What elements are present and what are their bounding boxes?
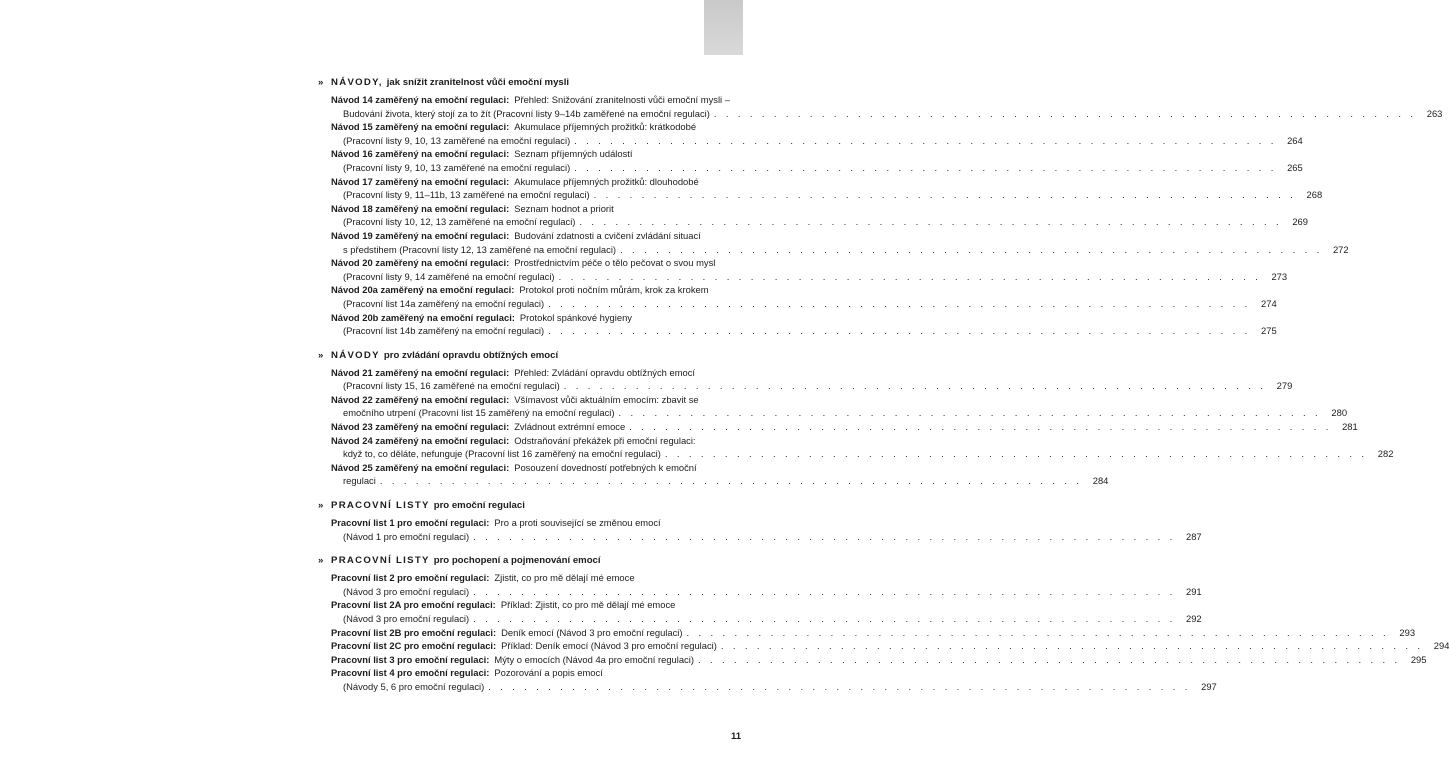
toc-entry-label: Pracovní list 4 pro emoční regulaci: [331, 667, 490, 679]
toc-entry[interactable] [318, 653, 1427, 667]
dot-leader: . . . . . . . . . . . . . . . . . . . . . . . . . . . . . . . . . . . . . . . . . . . . . . . . . . . . . . . . . . . [473, 585, 1176, 597]
toc-entry-label: Návod 21 zaměřený na emoční regulaci: [331, 366, 510, 378]
toc-entry-line [331, 202, 744, 216]
toc-entry-line [331, 680, 1217, 694]
toc-entry-text: (Pracovní listy 10, 12, 13 zaměřené na emoční regulaci) [343, 216, 576, 228]
toc-entry[interactable] [318, 666, 1217, 693]
toc-entry[interactable] [318, 202, 1308, 229]
toc-entry-text: Všímavost vůči aktuálním emocím: zbavit se [514, 393, 699, 405]
dot-leader: . . . . . . . . . . . . . . . . . . . . . . . . . . . . . . . . . . . . . . . . . . . . . . . . . . . . . . . . . . . [563, 380, 1267, 392]
toc-entry-text: (Pracovní list 14a zaměřený na emoční regulaci) [343, 297, 545, 309]
toc-page-number: 293 [1399, 626, 1416, 638]
toc-entry-line [331, 639, 1449, 653]
section-heading-text: pro zvládání opravdu obtížných emocí [383, 349, 559, 361]
toc-entry-label: Návod 24 zaměřený na emoční regulaci: [331, 434, 510, 446]
toc-page-number: 269 [1292, 216, 1308, 228]
toc-section [318, 554, 1449, 693]
toc-entry-line [331, 598, 744, 612]
toc-entry-line [331, 134, 1303, 148]
toc-entry-line [331, 571, 744, 585]
toc-entry-line [331, 420, 1358, 434]
toc-section [318, 76, 1443, 338]
toc-page-number: 294 [1433, 640, 1449, 652]
dot-leader: . . . . . . . . . . . . . . . . . . . . . . . . . . . . . . . . . . . . . . . . . . . . . . . . . . . . . . . . . . . [379, 475, 1083, 487]
toc-entry-label: Návod 20b zaměřený na emoční regulaci: [331, 311, 515, 323]
toc-entry-label: Návod 23 zaměřený na emoční regulaci: [331, 421, 510, 433]
toc-entry-line [331, 256, 744, 270]
toc-entry[interactable] [318, 120, 1303, 147]
toc-entry-text: Odstraňování překážek při emoční regulaci: [514, 434, 696, 446]
toc-entry-text: Akumulace příjemných prožitků: krátkodobé [514, 121, 697, 133]
toc-entry-text: Příklad: Zjistit, co pro mě dělají mé emoce [500, 599, 676, 611]
dot-leader: . . . . . . . . . . . . . . . . . . . . . . . . . . . . . . . . . . . . . . . . . . . . . . . . . . . . . . . . . . . [473, 530, 1176, 542]
toc-section [318, 349, 1394, 488]
toc-entry-text: (Návody 5, 6 pro emoční regulaci) [343, 680, 485, 692]
toc-entry-line [331, 393, 744, 407]
toc-entry-line [331, 626, 1416, 640]
section-heading-caps: NÁVODY, [331, 77, 383, 88]
toc-entry-text: Přehled: Snižování zranitelnosti vůči emoční mysli – [514, 94, 730, 105]
section-heading [318, 499, 744, 513]
toc-entry-line [331, 283, 744, 297]
toc-section [318, 499, 1202, 543]
toc-entry-label: Pracovní list 2 pro emoční regulaci: [331, 572, 490, 584]
toc-entry-line [331, 366, 744, 380]
dot-leader: . . . . . . . . . . . . . . . . . . . . . . . . . . . . . . . . . . . . . . . . . . . . . . . . . . . . . . . . . . . [620, 243, 1323, 255]
dot-leader: . . . . . . . . . . . . . . . . . . . . . . . . . . . . . . . . . . . . . . . . . . . . . . . . . . . . . . . . . . . [629, 421, 1332, 433]
toc-page-number: 292 [1186, 613, 1202, 624]
toc-page-number: 264 [1287, 134, 1303, 146]
toc-entry-line [331, 434, 744, 448]
toc-entry-text: emočního utrpení (Pracovní list 15 zaměřený na emoční regulaci) [343, 407, 615, 419]
toc-entry-line [331, 188, 1323, 202]
toc-entry-line [331, 585, 1202, 599]
table-of-contents [318, 76, 1449, 705]
toc-entry-text: Příklad: Deník emocí (Návod 3 pro emoční regulaci) [501, 640, 717, 652]
dot-leader: . . . . . . . . . . . . . . . . . . . . . . . . . . . . . . . . . . . . . . . . . . . . . . . . . . . . . . . . . . . [720, 640, 1424, 652]
section-marker-icon: » [318, 500, 324, 512]
toc-entry-text: Seznam příjemných událostí [514, 148, 633, 160]
toc-entry-text: (Pracovní list 14b zaměřený na emoční regulaci) [343, 325, 545, 337]
toc-entry-label: Pracovní list 2B pro emoční regulaci: [331, 626, 497, 638]
dot-leader: . . . . . . . . . . . . . . . . . . . . . . . . . . . . . . . . . . . . . . . . . . . . . . . . . . . . . . . . . . . [574, 134, 1277, 146]
toc-entry-label: Návod 16 zaměřený na emoční regulaci: [331, 148, 510, 160]
toc-entry-text: (Pracovní listy 15, 16 zaměřené na emoční regulaci) [343, 380, 560, 392]
section-heading-caps: PRACOVNÍ LISTY [331, 500, 430, 512]
toc-page-number: 287 [1186, 530, 1202, 542]
page-edge-tab [704, 0, 743, 55]
toc-entry-text: Seznam hodnot a priorit [514, 202, 614, 214]
toc-entry[interactable] [318, 420, 1358, 434]
toc-entry-line [331, 93, 744, 107]
toc-page-number: 291 [1186, 585, 1202, 597]
toc-entry[interactable] [318, 434, 1394, 461]
section-heading-caps: NÁVODY [331, 349, 380, 361]
section-heading-text: jak snížit zranitelnost vůči emoční mysli [386, 77, 570, 88]
toc-entry-line [331, 120, 744, 134]
toc-page-number: 284 [1092, 475, 1109, 487]
toc-entry-text: Posouzení dovedností potřebných k emoční [514, 461, 697, 473]
toc-entry-text: Prostřednictvím péče o tělo pečovat o svou mysl [514, 257, 716, 269]
page-number: 11 [731, 731, 742, 742]
toc-entry-label: Návod 20a zaměřený na emoční regulaci: [331, 284, 515, 296]
toc-entry-line [331, 461, 744, 475]
toc-entry-text: (Návod 3 pro emoční regulaci) [343, 613, 470, 624]
toc-entry[interactable] [318, 256, 1288, 283]
section-heading [318, 76, 744, 90]
toc-entry-line [331, 612, 1202, 626]
toc-entry-text: (Pracovní listy 9, 10, 13 zaměřené na emoční regulaci) [343, 134, 571, 146]
toc-page-number: 275 [1261, 325, 1277, 337]
toc-entry[interactable] [318, 147, 1303, 174]
toc-entry-line [331, 175, 744, 189]
toc-entry-text: (Pracovní listy 9, 10, 13 zaměřené na emoční regulaci) [343, 161, 571, 173]
toc-entry-line [331, 406, 1348, 420]
dot-leader: . . . . . . . . . . . . . . . . . . . . . . . . . . . . . . . . . . . . . . . . . . . . . . . . . . . . . . . . . . . [548, 297, 1251, 309]
toc-entry-text: Zjistit, co pro mě dělají mé emoce [494, 572, 635, 584]
toc-entry-line [331, 229, 744, 243]
toc-page-number: 265 [1287, 161, 1303, 173]
dot-leader: . . . . . . . . . . . . . . . . . . . . . . . . . . . . . . . . . . . . . . . . . . . . . . . . . . . . . . . . . . . [593, 189, 1297, 201]
section-heading [318, 554, 744, 568]
toc-entry-text: (Návod 3 pro emoční regulaci) [343, 585, 470, 597]
toc-entry[interactable] [318, 229, 1349, 256]
toc-entry-line [331, 243, 1349, 257]
dot-leader: . . . . . . . . . . . . . . . . . . . . . . . . . . . . . . . . . . . . . . . . . . . . . . . . . . . . . . . . . . . [618, 407, 1322, 419]
dot-leader: . . . . . . . . . . . . . . . . . . . . . . . . . . . . . . . . . . . . . . . . . . . . . . . . . . . . . . . . . . . [686, 626, 1390, 638]
toc-entry-text: Zvládnout extrémní emoce [514, 421, 626, 433]
toc-entry-label: Návod 22 zaměřený na emoční regulaci: [331, 393, 510, 405]
toc-page-number: 281 [1342, 421, 1358, 433]
toc-entry-text: Deník emocí (Návod 3 pro emoční regulaci) [501, 626, 683, 638]
toc-entry-label: Návod 14 zaměřený na emoční regulaci: [331, 94, 510, 105]
toc-entry-label: Pracovní list 1 pro emoční regulaci: [331, 517, 490, 529]
toc-page-number: 268 [1306, 189, 1323, 201]
toc-entry-text: s předstihem (Pracovní listy 12, 13 zaměřené na emoční regulaci) [343, 243, 617, 255]
toc-entry-line [331, 474, 1109, 488]
toc-entry-line [331, 161, 1303, 175]
dot-leader: . . . . . . . . . . . . . . . . . . . . . . . . . . . . . . . . . . . . . . . . . . . . . . . . . . . . . . . . . . . [473, 613, 1176, 624]
toc-entry-text: Budování života, který stojí za to žít (Pracovní listy 9–14b zaměřené na emoční regulaci) [343, 107, 710, 119]
dot-leader: . . . . . . . . . . . . . . . . . . . . . . . . . . . . . . . . . . . . . . . . . . . . . . . . . . . . . . . . . . . [579, 216, 1282, 228]
section-heading-caps: PRACOVNÍ LISTY [331, 555, 430, 567]
toc-entry-text: Akumulace příjemných prožitků: dlouhodobé [514, 175, 699, 187]
toc-page-number: 279 [1276, 380, 1293, 392]
toc-entry-line [331, 447, 1394, 461]
section-marker-icon: » [318, 555, 324, 567]
dot-leader: . . . . . . . . . . . . . . . . . . . . . . . . . . . . . . . . . . . . . . . . . . . . . . . . . . . . . . . . . . . [574, 161, 1277, 173]
toc-page-number: 273 [1271, 270, 1288, 282]
toc-entry-label: Pracovní list 2A pro emoční regulaci: [331, 599, 496, 611]
toc-entry-text: (Pracovní listy 9, 11–11b, 13 zaměřené na emoční regulaci) [343, 189, 590, 201]
toc-entry-text: Přehled: Zvládání opravdu obtížných emocí [514, 366, 696, 378]
dot-leader: . . . . . . . . . . . . . . . . . . . . . . . . . . . . . . . . . . . . . . . . . . . . . . . . . . . . . . . . . . . [558, 270, 1262, 282]
toc-entry-label: Návod 20 zaměřený na emoční regulaci: [331, 257, 510, 269]
section-heading-text: pro emoční regulaci [433, 500, 525, 512]
dot-leader: . . . . . . . . . . . . . . . . . . . . . . . . . . . . . . . . . . . . . . . . . . . . . . . . . . . . . . . . . . . [664, 448, 1368, 460]
toc-entry-line [331, 107, 1443, 121]
toc-entry-text: regulaci [343, 475, 376, 487]
toc-page-number: 272 [1332, 243, 1349, 255]
toc-entry-line [331, 516, 744, 530]
toc-entry-line [331, 311, 744, 325]
toc-entry[interactable] [318, 93, 1443, 120]
toc-entry-label: Pracovní list 2C pro emoční regulaci: [331, 640, 497, 652]
toc-page-number: 282 [1377, 448, 1394, 460]
toc-entry-label: Návod 17 zaměřený na emoční regulaci: [331, 175, 510, 187]
toc-page-number: 297 [1201, 680, 1217, 692]
dot-leader: . . . . . . . . . . . . . . . . . . . . . . . . . . . . . . . . . . . . . . . . . . . . . . . . . . . . . . . . . . . [713, 107, 1417, 119]
toc-entry-line [331, 324, 1277, 338]
toc-entry-line [331, 297, 1277, 311]
toc-entry-label: Návod 19 zaměřený na emoční regulaci: [331, 229, 510, 241]
toc-entry[interactable] [318, 366, 1293, 393]
toc-entry-line [331, 666, 744, 680]
toc-entry-label: Návod 18 zaměřený na emoční regulaci: [331, 202, 510, 214]
toc-entry[interactable] [318, 461, 1109, 488]
toc-entry-text: když to, co děláte, nefunguje (Pracovní list 16 zaměřený na emoční regulaci) [343, 448, 661, 460]
toc-entry[interactable] [318, 393, 1348, 420]
toc-entry-text: Mýty o emocích (Návod 4a pro emoční regulaci) [494, 653, 694, 665]
toc-entry-text: Protokol proti nočním můrám, krok za krokem [519, 284, 709, 296]
toc-entry-text: (Pracovní listy 9, 14 zaměřené na emoční regulaci) [343, 270, 555, 282]
dot-leader: . . . . . . . . . . . . . . . . . . . . . . . . . . . . . . . . . . . . . . . . . . . . . . . . . . . . . . . . . . . [548, 325, 1251, 337]
toc-entry-label: Pracovní list 3 pro emoční regulaci: [331, 653, 490, 665]
toc-entry[interactable] [318, 283, 1277, 310]
toc-entry[interactable] [318, 311, 1277, 338]
toc-entry-line [331, 379, 1293, 393]
toc-entry[interactable] [318, 598, 1202, 625]
toc-entry-label: Návod 15 zaměřený na emoční regulaci: [331, 121, 510, 133]
toc-page-number: 263 [1426, 107, 1443, 119]
toc-page-number: 280 [1331, 407, 1348, 419]
dot-leader: . . . . . . . . . . . . . . . . . . . . . . . . . . . . . . . . . . . . . . . . . . . . . . . . . . . . . . . . . . . [488, 680, 1191, 692]
toc-entry-line [331, 653, 1427, 667]
toc-entry-line [331, 147, 744, 161]
toc-page-number: 295 [1410, 653, 1427, 665]
toc-entry-line [331, 530, 1202, 544]
toc-entry[interactable] [318, 571, 1202, 598]
toc-entry[interactable] [318, 516, 1202, 543]
toc-entry-text: Protokol spánkové hygieny [519, 311, 632, 323]
toc-entry-text: Budování zdatnosti a cvičení zvládání situací [514, 229, 701, 241]
toc-entry-line [331, 215, 1308, 229]
toc-entry-label: Návod 25 zaměřený na emoční regulaci: [331, 461, 510, 473]
toc-entry-text: Pro a proti související se změnou emocí [494, 517, 661, 529]
dot-leader: . . . . . . . . . . . . . . . . . . . . . . . . . . . . . . . . . . . . . . . . . . . . . . . . . . . . . . . . . . . [697, 653, 1401, 665]
toc-entry[interactable] [318, 626, 1416, 640]
section-heading [318, 349, 744, 363]
section-marker-icon: » [318, 349, 324, 361]
toc-entry-text: (Návod 1 pro emoční regulaci) [343, 530, 470, 542]
section-marker-icon: » [318, 77, 324, 88]
toc-entry[interactable] [318, 639, 1449, 653]
toc-entry-line [331, 270, 1288, 284]
toc-page-number: 274 [1261, 297, 1277, 309]
section-heading-text: pro pochopení a pojmenování emocí [433, 555, 601, 567]
toc-entry[interactable] [318, 175, 1323, 202]
toc-entry-text: Pozorování a popis emocí [494, 667, 603, 679]
